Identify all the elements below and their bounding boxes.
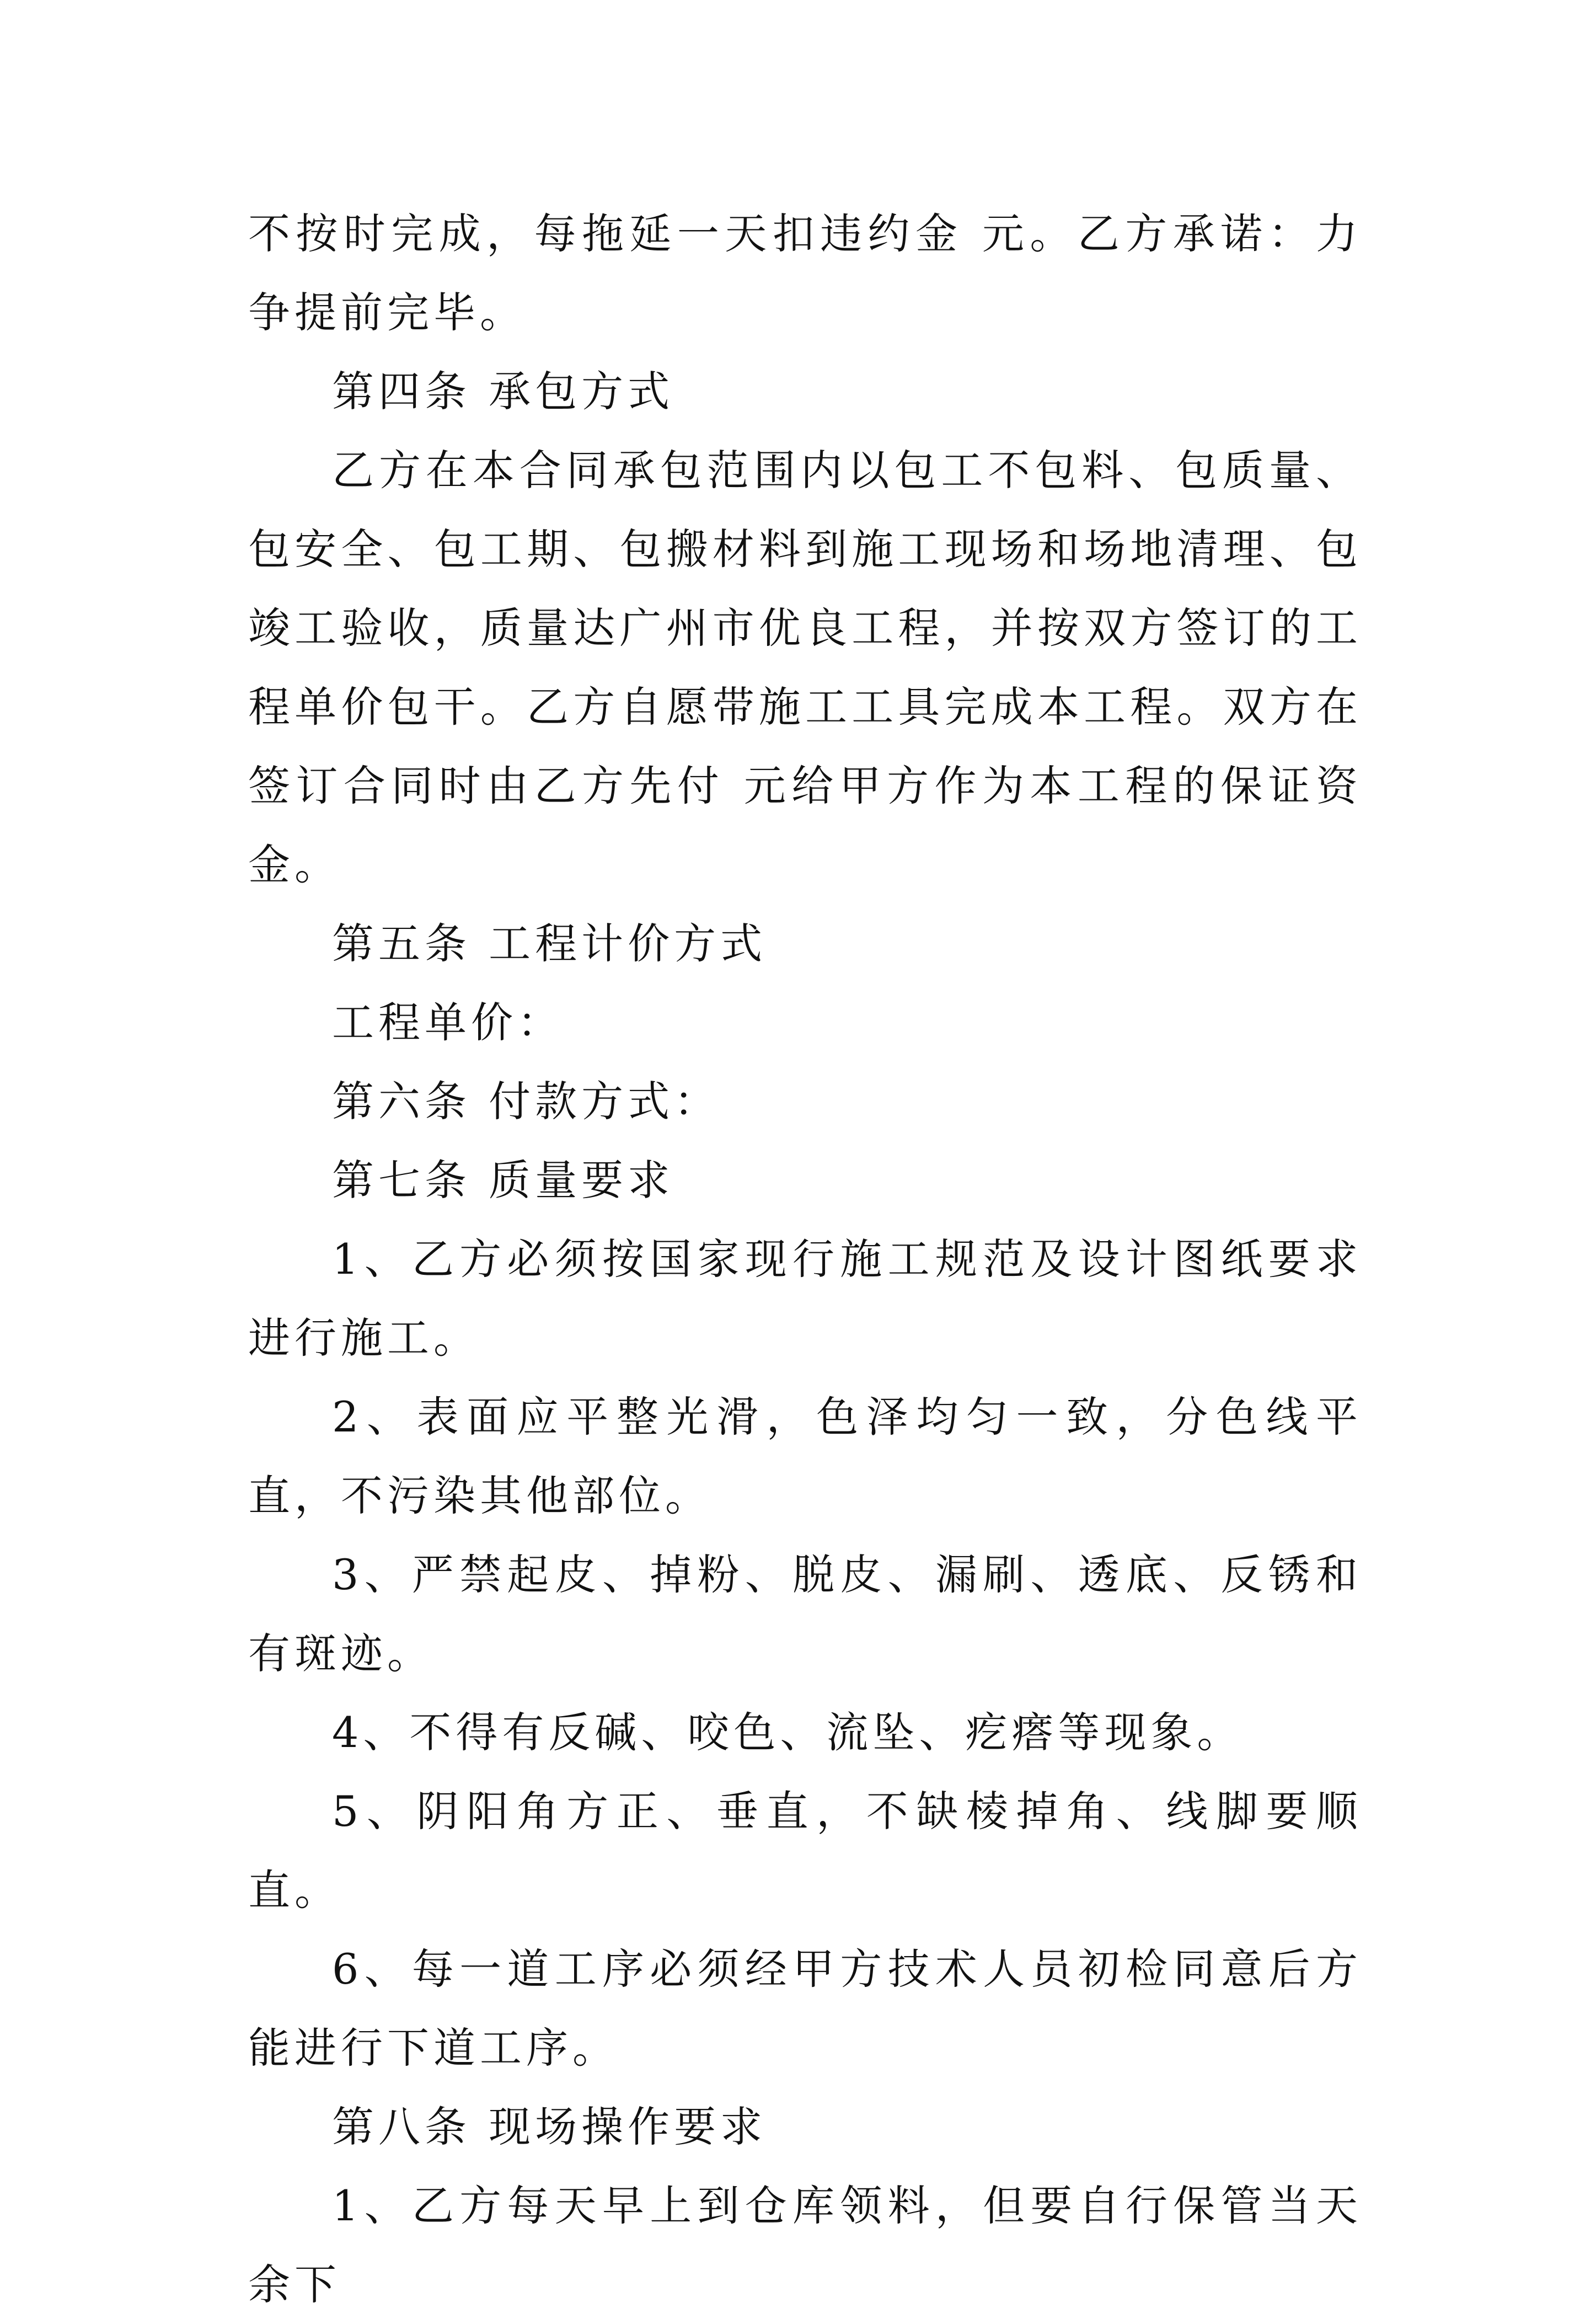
article-6-heading: 第六条 付款方式：	[332, 1077, 721, 1126]
article-7-heading: 第七条 质量要求	[332, 1156, 674, 1205]
paragraph-continuation: 不按时完成，每拖延一天扣违约金 元。乙方承诺：力争提前完毕。	[248, 209, 1362, 337]
article-7-item-4: 4、不得有反碱、咬色、流坠、疙瘩等现象。	[332, 1708, 1244, 1757]
article-4-body: 乙方在本合同承包范围内以包工不包料、包质量、包安全、包工期、包搬材料到施工现场和场地清理、包竣工验收，质量达广州市优良工程，并按双方签订的工程单价包干。乙方自愿带施工工具完成本工程。双方在签订合同时由乙方先付 元给甲方作为本工程的保证资金。	[248, 446, 1362, 889]
article-5-heading: 第五条 工程计价方式	[332, 919, 767, 968]
contract-text-body	[248, 194, 1362, 2324]
article-7-item-5: 5、阴阳角方正、垂直，不缺棱掉角、线脚要顺直。	[248, 1787, 1362, 1915]
article-8-heading: 第八条 现场操作要求	[332, 2102, 767, 2151]
article-8-item-1: 1、乙方每天早上到仓库领料，但要自行保管当天余下	[248, 2181, 1362, 2309]
article-7-item-3: 3、严禁起皮、掉粉、脱皮、漏刷、透底、反锈和有斑迹。	[248, 1550, 1362, 1678]
article-4-heading: 第四条 承包方式	[332, 367, 674, 416]
article-5-body: 工程单价：	[332, 998, 564, 1047]
article-7-item-6: 6、每一道工序必须经甲方技术人员初检同意后方能进行下道工序。	[248, 1944, 1362, 2072]
article-7-item-2: 2、表面应平整光滑，色泽均匀一致，分色线平直，不污染其他部位。	[248, 1392, 1362, 1520]
article-7-item-1: 1、乙方必须按国家现行施工规范及设计图纸要求进行施工。	[248, 1235, 1362, 1363]
